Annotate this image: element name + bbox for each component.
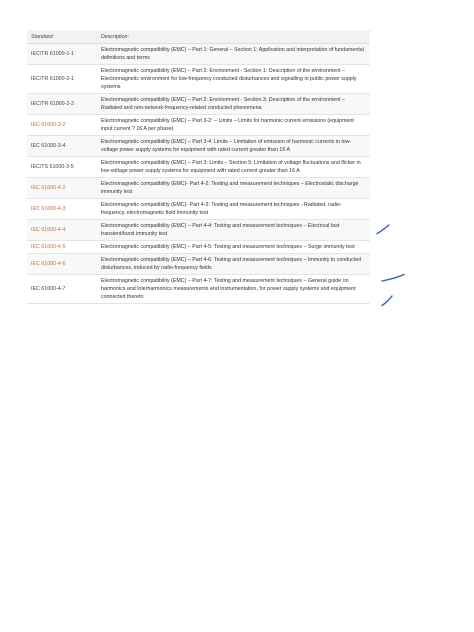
standard-code: IEC/TR 61000-2-3 <box>27 94 97 115</box>
underline-stroke-icon <box>381 273 405 283</box>
standard-code: IEC 61000-4-5 <box>27 241 97 254</box>
table-row <box>27 178 370 199</box>
standard-code: IEC 61000-4-7 <box>27 275 97 304</box>
checkmark-icon <box>381 295 393 307</box>
table-row <box>27 241 370 254</box>
standard-code: IEC 61000-4-4 <box>27 220 97 241</box>
table-row <box>27 44 370 65</box>
standard-description: Electromagnetic compatibility (EMC)- Part 4-2: Testing and measurement techniques – Electrostatic discharge immunity test <box>97 178 370 199</box>
table-header-row <box>27 30 370 44</box>
table-row <box>27 254 370 275</box>
table-row <box>27 65 370 94</box>
table-row <box>27 199 370 220</box>
standard-description: Electromagnetic compatibility (EMC) – Part 3-4: Limits – Limitation of emission of harmonic currents in low-voltage power supply systems for equipment with rated current greater than 16 A <box>97 136 370 157</box>
standard-code: IEC 61000-4-3 <box>27 199 97 220</box>
standard-description: Electromagnetic compatibility (EMC)- Part 4-3: Testing and measurement techniques - Radiated, radio-frequency, electromagnetic field immunity test <box>97 199 370 220</box>
standard-code: IEC/TS 61000-3-5 <box>27 157 97 178</box>
table-row <box>27 136 370 157</box>
standard-code: IEC 61000-4-2 <box>27 178 97 199</box>
standards-table-body <box>27 44 370 304</box>
table-row <box>27 157 370 178</box>
standard-description: Electromagnetic compatibility (EMC) – Part 3-2: – Limits – Limits for harmonic current emissions (equipment input current ? 16 A per phase) <box>97 115 370 136</box>
standard-description: Electromagnetic compatibility (EMC) – Part 1: General – Section 1: Application and interpretation of fundamental definitions and terms <box>97 44 370 65</box>
table-row <box>27 275 370 304</box>
table-row <box>27 94 370 115</box>
standard-description: Electromagnetic compatibility (EMC) – Part 4-7: Testing and measurement techniques – General guide on harmonics and interharmonics measurements and instrumentation, for power supply systems and equipment connected thereto <box>97 275 370 304</box>
description-column-header: Description: <box>97 30 370 44</box>
standard-column-header: Standard: <box>27 30 97 44</box>
standard-description: Electromagnetic compatibility (EMC) – Part 2: Environment - Section 3: Description of the environment – Radiated and non-network-frequency-related conducted phenomena <box>97 94 370 115</box>
table-row <box>27 115 370 136</box>
standard-description: Electromagnetic compatibility (EMC) – Part 4-5: Testing and measurement techniques – Surge immunity test <box>97 241 370 254</box>
standard-code: IEC/TR 61000-1-1 <box>27 44 97 65</box>
standard-code: IEC/TR 61000-2-1 <box>27 65 97 94</box>
standards-table <box>27 30 370 304</box>
standard-description: Electromagnetic compatibility (EMC) – Part 3: Limits – Section 5: Limitation of voltage fluctuations and flicker in low-voltage power supply systems for equipment with rated current greater than 16 A <box>97 157 370 178</box>
standard-description: Electromagnetic compatibility (EMC) – Part 4-6: Testing and measurement techniques – Immunity to conducted disturbances, induced by radio-frequency fields <box>97 254 370 275</box>
standard-description: Electromagnetic compatibility (EMC) – Part 2: Environment - Section 1: Description of the environment – Electromagnetic environment for low-frequency conducted disturbances and signalling in public power supply systems <box>97 65 370 94</box>
table-row <box>27 220 370 241</box>
standard-description: Electromagnetic compatibility (EMC) – Part 4-4: Testing and measurement techniques – Electrical fast transient/burst immunity test <box>97 220 370 241</box>
standard-code: IEC 61000-4-6 <box>27 254 97 275</box>
standard-code: IEC 61000-3-4 <box>27 136 97 157</box>
standard-code: IEC 61000-3-2 <box>27 115 97 136</box>
checkmark-icon <box>376 224 390 236</box>
